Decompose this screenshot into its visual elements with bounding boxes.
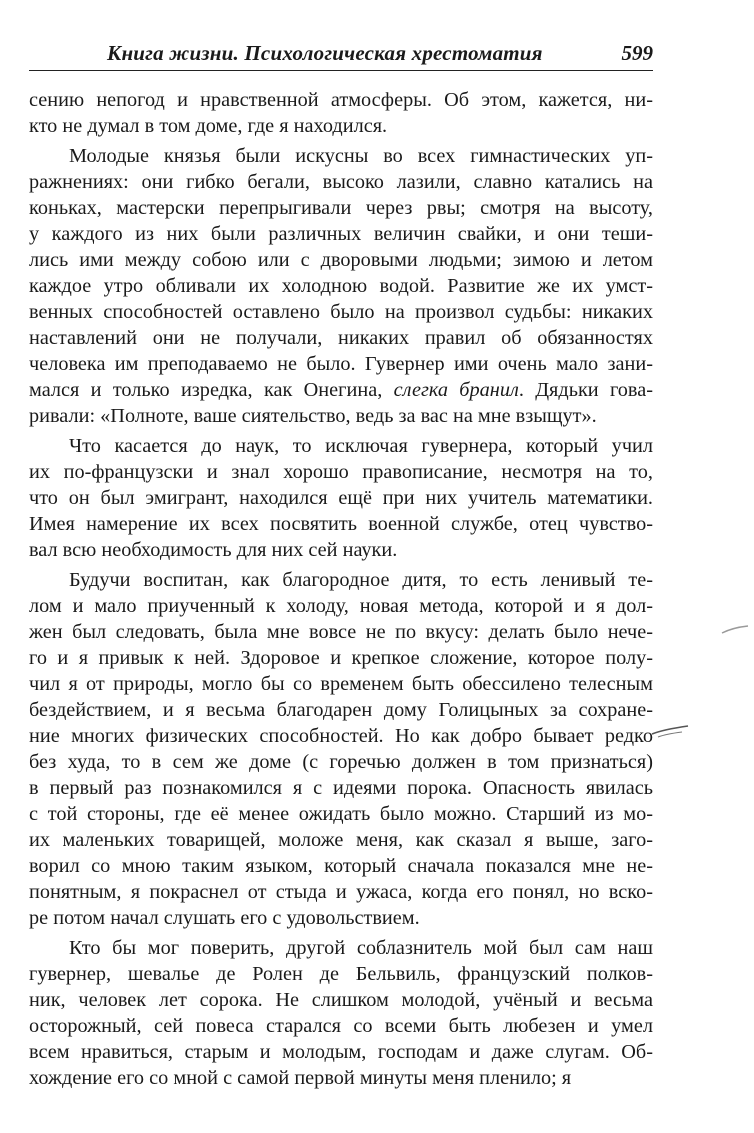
text-line: ворил со мною таким языком, который сначала показался мне не- — [29, 855, 653, 877]
text-line: го и я привык к ней. Здоровое и крепкое сложение, которое полу- — [29, 647, 653, 669]
text-line: что он был эмигрант, находился ещё при них учитель математики. — [29, 487, 653, 509]
margin-pen-mark — [650, 722, 690, 740]
text-line: без худа, то в сем же доме (с горечью должен в том признаться) — [29, 751, 653, 773]
text-line: кто не думал в том доме, где я находился. — [29, 115, 388, 137]
text-line: их по-французски и знал хорошо правописание, несмотря на то, — [29, 461, 653, 483]
text-line: Имея намерение их всех посвятить военной службе, отец чувство- — [29, 513, 653, 535]
margin-pen-mark — [720, 624, 750, 636]
page-number: 599 — [621, 41, 653, 65]
text-line: Будучи воспитан, как благородное дитя, то есть ленивый те- — [69, 569, 653, 591]
body-text — [29, 87, 653, 1091]
text-line: всем нравиться, старым и молодым, господам и даже слугам. Об- — [29, 1041, 653, 1063]
paragraph — [29, 143, 653, 429]
text-line: вал всю необходимость для них сей науки. — [29, 539, 398, 561]
text-line: чил я от природы, могло бы со временем быть обессилено телесным — [29, 673, 653, 695]
text-line: венных способностей оставлено было на произвол судьбы: никаких — [29, 301, 653, 323]
text-line: Молодые князья были искусны во всех гимнастических уп- — [69, 145, 653, 167]
text-line: ник, человек лет сорока. Не слишком молодой, учёный и весьма — [29, 989, 653, 1011]
text-line: коньках, мастерски перепрыгивали через рвы; смотря на высоту, — [29, 197, 653, 219]
text-line: каждое утро обливали их холодною водой. Развитие же их умст- — [29, 275, 653, 297]
paragraph — [29, 433, 653, 563]
text-line: гувернер, шевалье де Ролен де Бельвиль, французский полков- — [29, 963, 653, 985]
text-line: ре потом начал слушать его с удовольствием. — [29, 907, 420, 929]
text-line: мался и только изредка, как Онегина, слегка бранил. Дядьки гова- — [29, 379, 653, 401]
text-line: понятным, я покраснел от стыда и ужаса, когда его понял, но вско- — [29, 881, 653, 903]
text-line: хождение его со мной с самой первой минуты меня пленило; я — [29, 1067, 572, 1089]
text-line: бездействием, и я весьма благодарен дому Голицыных за сохране- — [29, 699, 653, 721]
text-line: их маленьких товарищей, моложе меня, как сказал я выше, заго- — [29, 829, 653, 851]
text-line: лись ими между собою или с дворовыми людьми; зимою и летом — [29, 249, 653, 271]
text-line: Что касается до наук, то исключая гувернера, который учил — [69, 435, 653, 457]
text-line: лом и мало приученный к холоду, новая метода, которой и я дол- — [29, 595, 653, 617]
running-title: Книга жизни. Психологическая хрестоматия — [107, 41, 543, 65]
text-line: сению непогод и нравственной атмосферы. Об этом, кажется, ни- — [29, 89, 653, 111]
text-line: в первый раз познакомился я с идеями порока. Опасность явилась — [29, 777, 653, 799]
text-line: ние многих физических способностей. Но как добро бывает редко — [29, 725, 653, 747]
text-line: с той стороны, где её менее ожидать было можно. Старший из мо- — [29, 803, 653, 825]
text-line: ривали: «Полноте, ваше сиятельство, ведь за вас на мне взыщут». — [29, 405, 597, 427]
paragraph — [29, 935, 653, 1091]
text-line: у каждого из них были различных величин свайки, и они теши- — [29, 223, 653, 245]
emphasis: слегка бранил — [393, 379, 519, 401]
text-line: человека им преподаваемо не было. Гувернер ими очень мало зани- — [29, 353, 653, 375]
paragraph — [29, 567, 653, 931]
paragraph — [29, 87, 653, 139]
text-line: ражнениях: они гибко бегали, высоко лазили, славно катались на — [29, 171, 653, 193]
text-line: осторожный, сей повеса старался со всеми быть любезен и умел — [29, 1015, 653, 1037]
running-header — [29, 40, 653, 71]
text-line: Кто бы мог поверить, другой соблазнитель мой был сам наш — [69, 937, 653, 959]
text-line: жен был следовать, была мне вовсе не по вкусу: делать было нече- — [29, 621, 653, 643]
text-line: наставлений они не получали, никаких правил об обязанностях — [29, 327, 653, 349]
